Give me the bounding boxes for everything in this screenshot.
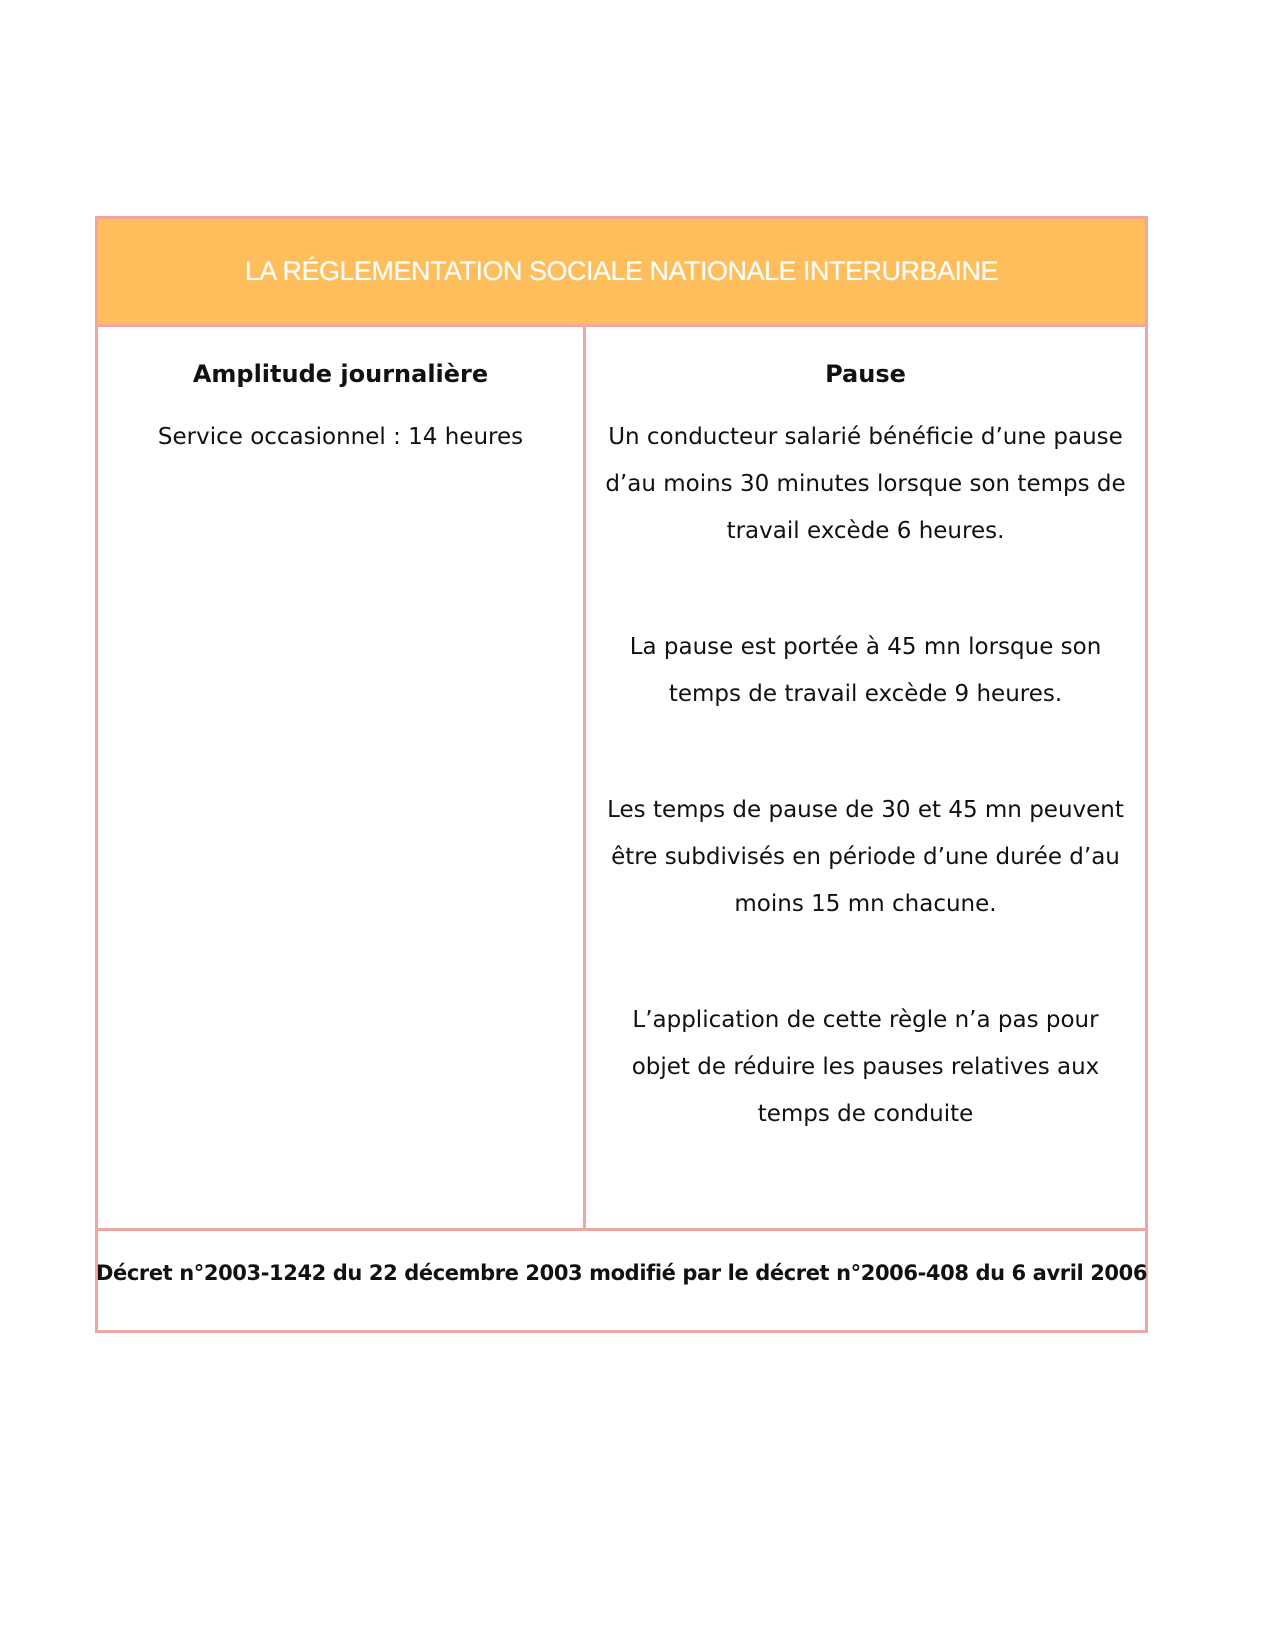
amplitude-column (98, 327, 586, 1228)
regulation-table (95, 216, 1148, 1333)
pause-paragraph: Un conducteur salarié bénéficie d’une pause d’au moins 30 minutes lorsque son temps de travail excède 6 heures. (605, 424, 1126, 544)
amplitude-text: Service occasionnel : 14 heures (157, 424, 524, 450)
pause-paragraphs (600, 414, 1131, 1138)
pause-paragraph: L’application de cette règle n’a pas pour objet de réduire les pauses relatives aux temps de conduite (631, 1007, 1100, 1127)
table-footer (95, 1231, 1148, 1330)
table-title: LA RÉGLEMENTATION SOCIALE NATIONALE INTERURBAINE (244, 256, 999, 286)
amplitude-heading: Amplitude journalière (192, 360, 489, 388)
pause-paragraph: Les temps de pause de 30 et 45 mn peuvent être subdivisés en période d’une durée d’au moins 15 mn chacune. (607, 797, 1124, 917)
pause-paragraph: La pause est portée à 45 mn lorsque son temps de travail excède 9 heures. (629, 634, 1102, 707)
table-body-row (98, 327, 1145, 1231)
decree-reference: Décret n°2003-1242 du 22 décembre 2003 modifié par le décret n°2006-408 du 6 avril 2006 (95, 1261, 1148, 1285)
pause-heading: Pause (825, 360, 906, 388)
pause-column (586, 327, 1145, 1228)
table-header (98, 219, 1145, 327)
